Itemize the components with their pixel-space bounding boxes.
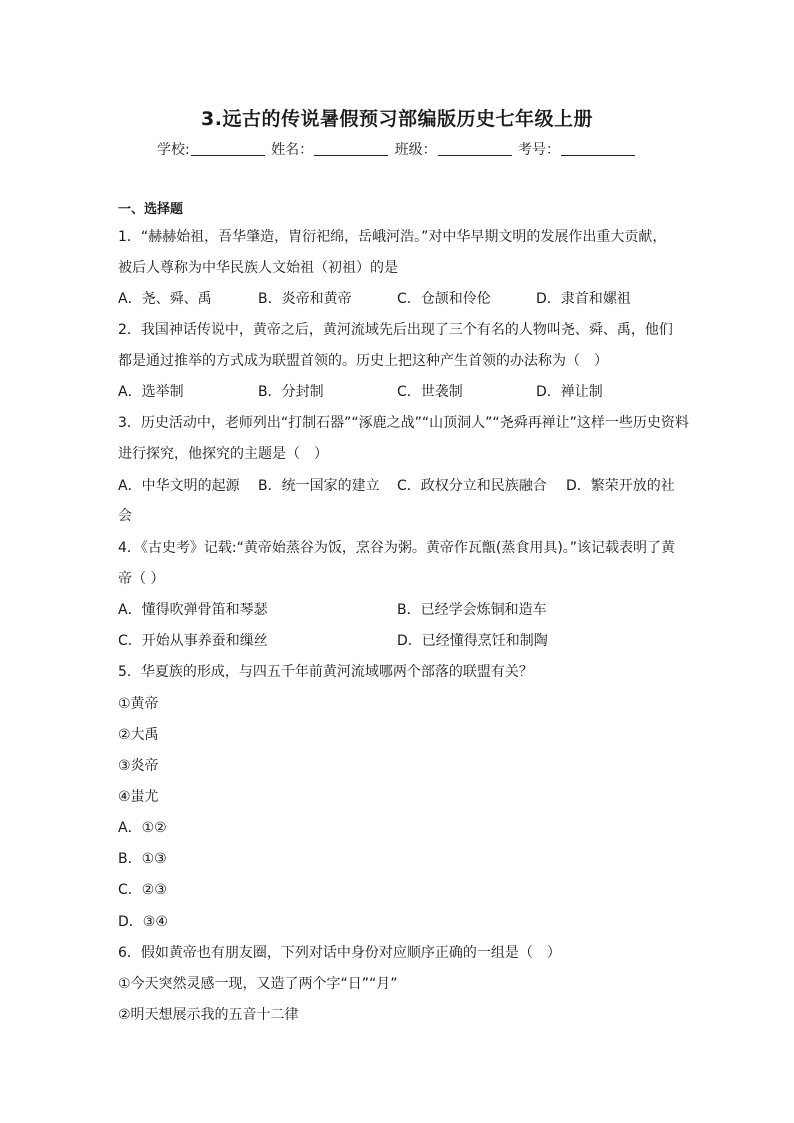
class-blank[interactable] bbox=[438, 141, 512, 156]
q3-option-a[interactable]: A．中华文明的起源 bbox=[118, 478, 240, 494]
page-title: 3.远古的传说暑假预习部编版历史七年级上册 bbox=[201, 108, 593, 130]
question-5-line-1: 5．华夏族的形成，与四五千年前黄河流域哪两个部落的联盟有关？ bbox=[118, 664, 533, 680]
name-label: 姓名： bbox=[271, 142, 314, 158]
question-6-line-1: 6．假如黄帝也有朋友圈，下列对话中身份对应顺序正确的一组是（ ） bbox=[118, 945, 561, 961]
exam-no-blank[interactable] bbox=[561, 141, 635, 156]
q5-item-3: ③炎帝 bbox=[118, 758, 159, 774]
q5-option-a[interactable]: A．①② bbox=[118, 820, 167, 836]
q1-option-b[interactable]: B．炎帝和黄帝 bbox=[258, 291, 352, 307]
q3-option-d[interactable]: D．繁荣开放的社 bbox=[566, 478, 675, 494]
question-4-line-2: 帝（ ） bbox=[118, 571, 165, 587]
exam-no-label: 考号： bbox=[518, 142, 561, 158]
q3-option-b[interactable]: B．统一国家的建立 bbox=[258, 478, 380, 494]
q2-option-d[interactable]: D．禅让制 bbox=[536, 384, 603, 400]
q5-item-2: ②大禹 bbox=[118, 727, 159, 743]
section-title: 一、选择题 bbox=[118, 202, 184, 217]
q4-option-b[interactable]: B．已经学会炼铜和造车 bbox=[397, 602, 547, 618]
q2-option-c[interactable]: C．世袭制 bbox=[397, 384, 463, 400]
school-blank[interactable] bbox=[191, 141, 265, 156]
name-blank[interactable] bbox=[314, 141, 388, 156]
q3-option-c[interactable]: C．政权分立和民族融合 bbox=[397, 478, 547, 494]
question-4-line-1: 4．《古史考》记载:“黄帝始蒸谷为饭，烹谷为粥。黄帝作瓦甑(蒸食用具)。”该记载表明了黄 bbox=[118, 540, 676, 556]
question-3-line-2: 进行探究，他探究的主题是（ ） bbox=[118, 446, 328, 462]
q5-option-c[interactable]: C．②③ bbox=[118, 882, 167, 898]
q4-option-c[interactable]: C．开始从事养蚕和缫丝 bbox=[118, 633, 268, 649]
question-2-line-1: 2．我国神话传说中，黄帝之后，黄河流域先后出现了三个有名的人物叫尧、舜、禹，他们 bbox=[118, 322, 673, 338]
q1-option-c[interactable]: C．仓颉和伶伦 bbox=[397, 291, 491, 307]
q5-item-1: ①黄帝 bbox=[118, 696, 159, 712]
q6-item-1: ①今天突然灵感一现，又造了两个字“日”“月” bbox=[118, 976, 398, 992]
school-label: 学校: bbox=[156, 142, 190, 158]
q6-item-2: ②明天想展示我的五音十二律 bbox=[118, 1007, 299, 1023]
q3-option-d-wrap: 会 bbox=[118, 508, 132, 524]
question-1-line-1: 1．“赫赫始祖，吾华肇造，胄衍祀绵，岳峨河浩。”对中华早期文明的发展作出重大贡献， bbox=[118, 229, 667, 245]
q4-option-a[interactable]: A．懂得吹弹骨笛和琴瑟 bbox=[118, 602, 268, 618]
q5-option-d[interactable]: D．③④ bbox=[118, 914, 168, 930]
q2-option-a[interactable]: A．选举制 bbox=[118, 384, 184, 400]
class-label: 班级： bbox=[394, 142, 437, 158]
q5-item-4: ④蚩尤 bbox=[118, 789, 159, 805]
q1-option-a[interactable]: A．尧、舜、禹 bbox=[118, 291, 212, 307]
q1-option-d[interactable]: D．隶首和嫘祖 bbox=[536, 291, 631, 307]
question-1-line-2: 被后人尊称为中华民族人文始祖（初祖）的是 bbox=[118, 260, 398, 276]
student-info-row bbox=[0, 139, 794, 159]
question-2-line-2: 都是通过推举的方式成为联盟首领的。历史上把这种产生首领的办法称为（ ） bbox=[118, 353, 608, 369]
q2-option-b[interactable]: B．分封制 bbox=[258, 384, 324, 400]
question-3-line-1: 3．历史活动中，老师列出“打制石器”“涿鹿之战”“山顶洞人”“尧舜再禅让”这样一些历史资料 bbox=[118, 415, 689, 431]
q4-option-d[interactable]: D．已经懂得烹饪和制陶 bbox=[397, 633, 548, 649]
q5-option-b[interactable]: B．①③ bbox=[118, 851, 167, 867]
